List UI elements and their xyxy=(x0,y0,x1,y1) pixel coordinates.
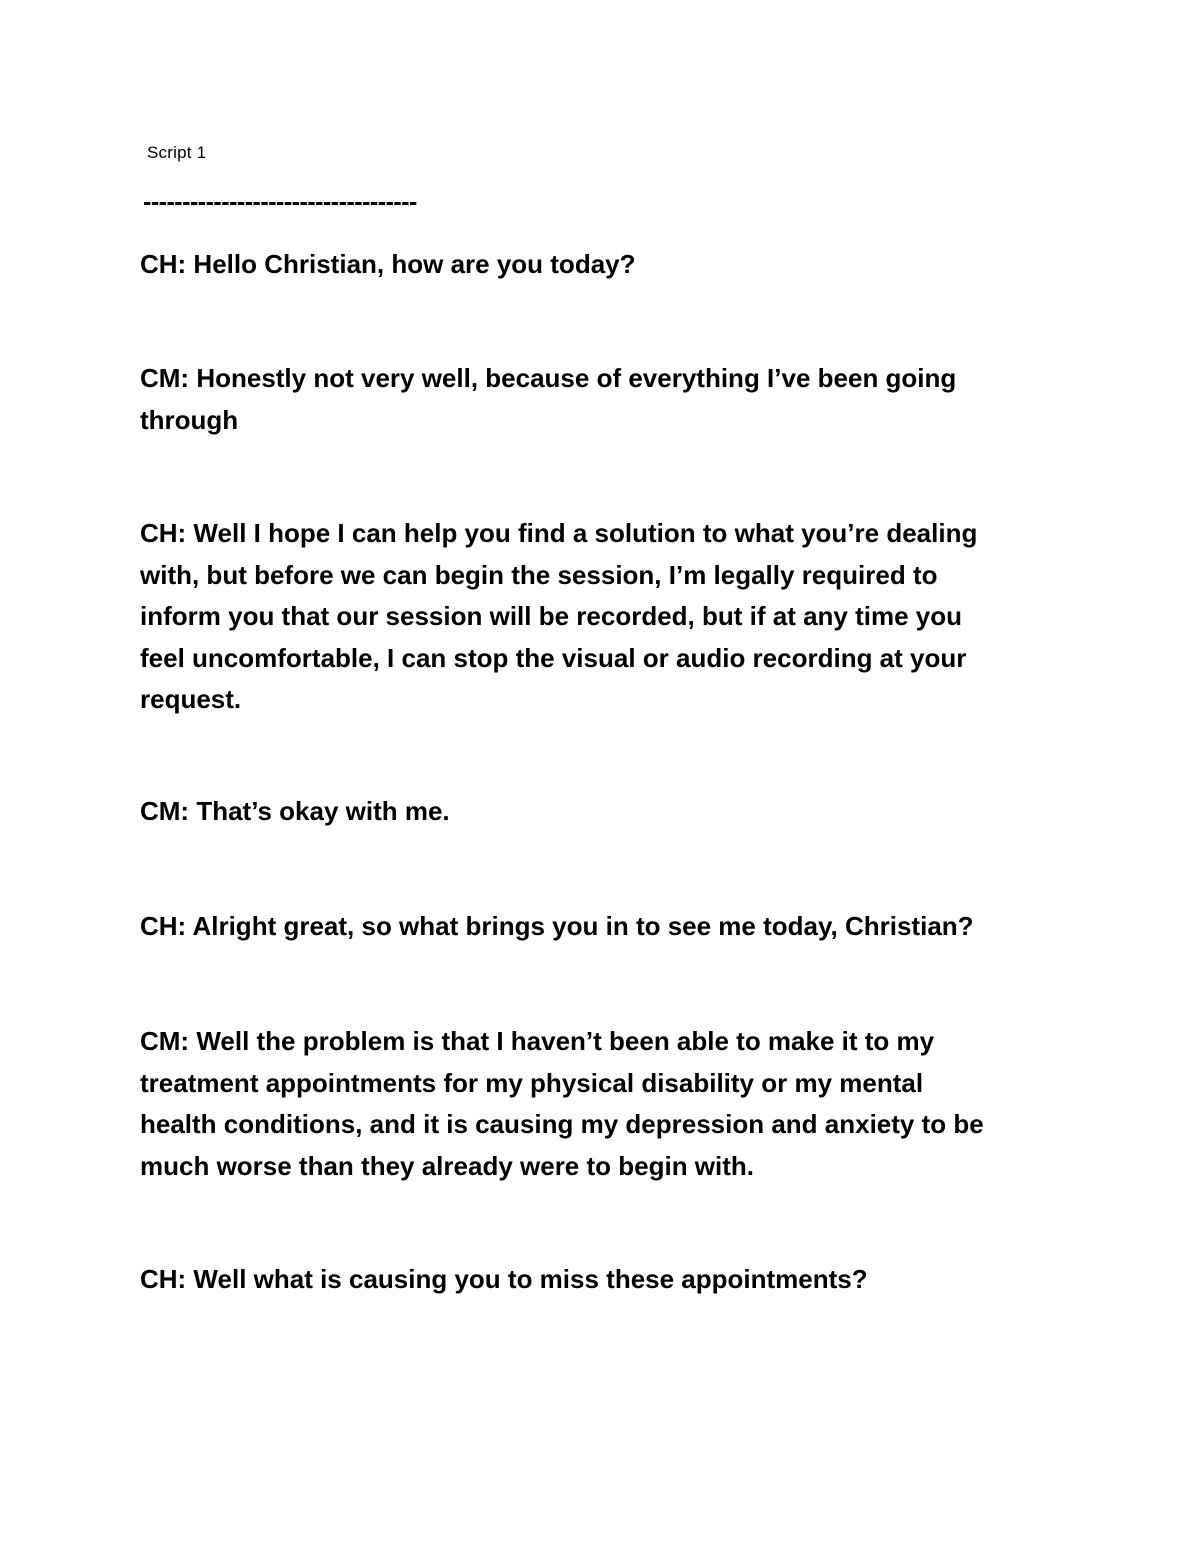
dialogue-line: CM: Honestly not very well, because of everything I’ve been going through xyxy=(140,363,957,435)
dashed-divider: ----------------------------------- xyxy=(143,188,417,216)
dialogue-line: CH: Hello Christian, how are you today? xyxy=(140,249,636,279)
dialogue-line: CH: Well what is causing you to miss these appointments? xyxy=(140,1264,868,1294)
dialogue-line: CH: Well I hope I can help you find a solution to what you’re dealing with, but before we can begin the session, I’m legally required to inform you that our session will be recorded, but if at any time you feel uncomfortable, I can stop the visual or audio recording at your request. xyxy=(140,518,978,714)
dialogue-line: CM: That’s okay with me. xyxy=(140,796,450,826)
dialogue-line: CM: Well the problem is that I haven’t been able to make it to my treatment appointments for my physical disability or my mental health conditions, and it is causing my depression and anxiety to be much worse than they already were to begin with. xyxy=(140,1026,984,1181)
dialogue-line: CH: Alright great, so what brings you in to see me today, Christian? xyxy=(140,911,974,941)
script-title: Script 1 xyxy=(147,143,207,162)
